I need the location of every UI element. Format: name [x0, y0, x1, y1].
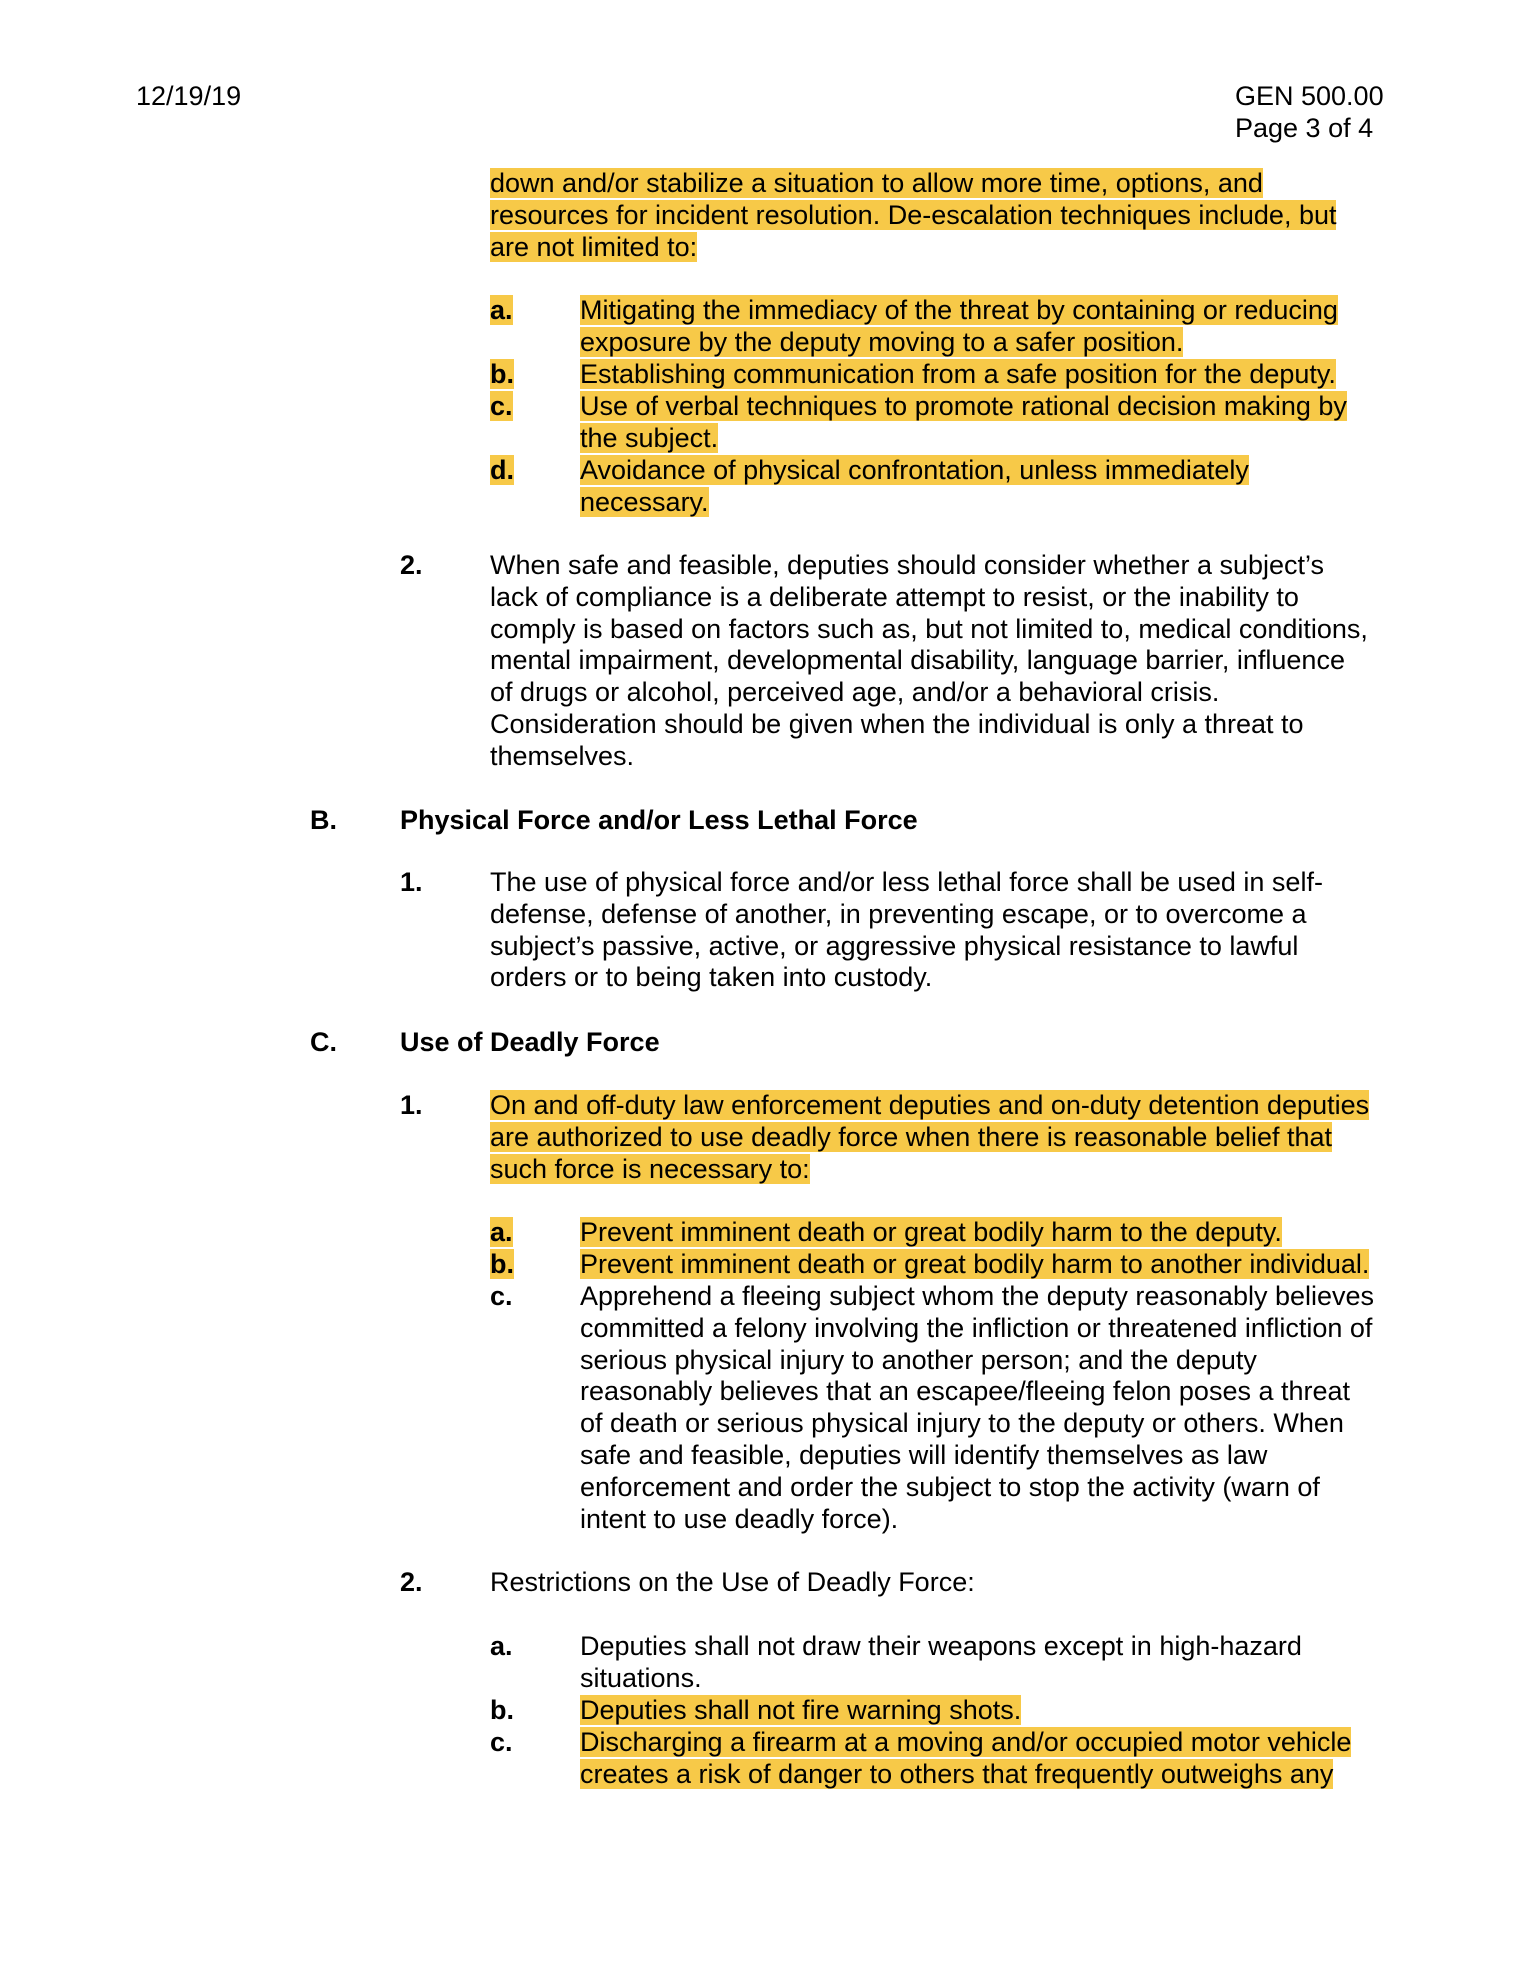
section-label: C.: [310, 1027, 337, 1057]
list-label: b.: [490, 1249, 514, 1279]
list-item: [580, 1249, 1369, 1281]
list-item: [580, 1727, 1351, 1791]
list-label: c.: [490, 391, 513, 421]
text-line: such force is necessary to:: [490, 1153, 810, 1184]
list-label: a.: [490, 1217, 513, 1247]
text-line: Deputies shall not fire warning shots.: [580, 1695, 1022, 1725]
document-date: 12/19/19: [136, 81, 242, 111]
paragraph-number: 2.: [400, 550, 423, 580]
page-number: Page 3 of 4: [1235, 113, 1374, 143]
list-label: d.: [490, 455, 514, 485]
paragraph-a2: [490, 550, 1368, 773]
list-label: c.: [490, 1727, 513, 1757]
text-line: committed a felony involving the infliction or threatened infliction of: [580, 1312, 1373, 1343]
document-reference: [1235, 80, 1384, 144]
list-item: [580, 455, 1249, 519]
text-line: Avoidance of physical confrontation, unless immediately: [580, 455, 1249, 485]
text-line: are not limited to:: [490, 231, 698, 262]
paragraph-number: 2.: [400, 1567, 423, 1597]
list-item: [580, 391, 1347, 455]
text-line: situations.: [580, 1662, 702, 1693]
deescalation-intro: [490, 168, 1336, 263]
text-line: intent to use deadly force).: [580, 1503, 899, 1534]
text-line: serious physical injury to another person; and the deputy: [580, 1344, 1257, 1375]
text-line: Use of verbal techniques to promote rational decision making by: [580, 391, 1347, 421]
paragraph-number: 1.: [400, 867, 423, 897]
text-line: On and off-duty law enforcement deputies and on-duty detention deputies: [490, 1090, 1370, 1120]
text-line: Apprehend a fleeing subject whom the deputy reasonably believes: [580, 1281, 1375, 1311]
text-line: enforcement and order the subject to stop the activity (warn of: [580, 1471, 1320, 1502]
text-line: Consideration should be given when the individual is only a threat to: [490, 708, 1304, 739]
text-line: necessary.: [580, 486, 709, 517]
paragraph-b1: [490, 867, 1323, 994]
section-title: Use of Deadly Force: [400, 1027, 660, 1057]
text-line: of death or serious physical injury to the deputy or others. When: [580, 1408, 1344, 1439]
text-line: defense, defense of another, in preventing escape, or to overcome a: [490, 898, 1307, 929]
list-item: [580, 1695, 1021, 1727]
section-label: B.: [310, 805, 337, 835]
list-item: [580, 359, 1336, 391]
text-line: of drugs or alcohol, perceived age, and/or a behavioral crisis.: [490, 677, 1220, 708]
paragraph-c1: [490, 1090, 1369, 1185]
text-line: mental impairment, developmental disability, language barrier, influence: [490, 645, 1345, 676]
list-item: [580, 1281, 1374, 1535]
list-item: [580, 1217, 1282, 1249]
list-label: a.: [490, 295, 513, 325]
text-line: Mitigating the immediacy of the threat by containing or reducing: [580, 295, 1338, 325]
list-item: [580, 295, 1338, 359]
text-line: lack of compliance is a deliberate attempt to resist, or the inability to: [490, 581, 1299, 612]
list-label: c.: [490, 1281, 513, 1311]
paragraph-c2: Restrictions on the Use of Deadly Force:: [490, 1567, 975, 1597]
text-line: reasonably believes that an escapee/fleeing felon poses a threat: [580, 1376, 1351, 1407]
text-line: subject’s passive, active, or aggressive physical resistance to lawful: [490, 930, 1299, 961]
text-line: The use of physical force and/or less lethal force shall be used in self-: [490, 867, 1323, 897]
text-line: resources for incident resolution. De-escalation techniques include, but: [490, 199, 1337, 230]
text-line: Deputies shall not draw their weapons except in high-hazard: [580, 1631, 1302, 1661]
text-line: exposure by the deputy moving to a safer position.: [580, 326, 1184, 357]
text-line: Discharging a firearm at a moving and/or occupied motor vehicle: [580, 1727, 1352, 1757]
list-item: [580, 1631, 1302, 1695]
text-line: the subject.: [580, 422, 719, 453]
text-line: Prevent imminent death or great bodily harm to the deputy.: [580, 1217, 1282, 1247]
list-label: b.: [490, 1695, 514, 1725]
list-label: a.: [490, 1631, 513, 1661]
text-line: orders or to being taken into custody.: [490, 962, 933, 993]
paragraph-number: 1.: [400, 1090, 423, 1120]
text-line: themselves.: [490, 740, 635, 771]
list-label: b.: [490, 359, 514, 389]
text-line: down and/or stabilize a situation to allow more time, options, and: [490, 168, 1263, 198]
text-line: safe and feasible, deputies will identify themselves as law: [580, 1439, 1268, 1470]
text-line: comply is based on factors such as, but not limited to, medical conditions,: [490, 613, 1368, 644]
document-id: GEN 500.00: [1235, 81, 1384, 111]
text-line: are authorized to use deadly force when there is reasonable belief that: [490, 1121, 1333, 1152]
text-line: When safe and feasible, deputies should consider whether a subject’s: [490, 550, 1325, 580]
section-title: Physical Force and/or Less Lethal Force: [400, 805, 918, 835]
text-line: Prevent imminent death or great bodily harm to another individual.: [580, 1249, 1370, 1279]
text-line: creates a risk of danger to others that frequently outweighs any: [580, 1758, 1334, 1789]
text-line: Establishing communication from a safe position for the deputy.: [580, 359, 1336, 389]
